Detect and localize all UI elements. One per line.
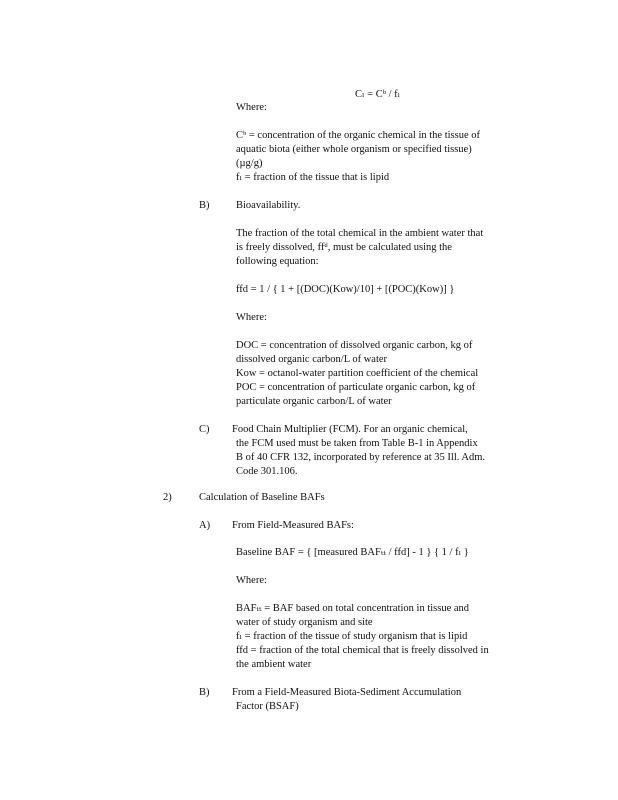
where-label: Where: — [236, 102, 267, 113]
equation-ct: Cₗ = Cᵇ / fₗ — [355, 89, 401, 100]
definition-line: (µg/g) — [236, 158, 263, 169]
section-label: C) — [199, 424, 210, 435]
section-label: A) — [199, 520, 211, 531]
section-heading: Calculation of Baseline BAFs — [199, 492, 325, 503]
definition-line: dissolved organic carbon/L of water — [236, 354, 388, 365]
where-label: Where: — [236, 312, 267, 323]
section-label: B) — [199, 200, 210, 211]
paragraph-line: the FCM used must be taken from Table B-1 in Appendix — [236, 438, 478, 449]
equation-baseline: Baseline BAF = { [measured BAFₜₜ / ffd] - 1 } { 1 / fₗ } — [236, 547, 469, 558]
section-heading: From a Field-Measured Biota-Sediment Accumulation — [232, 687, 462, 698]
definition-line: fₗ = fraction of the tissue that is lipid — [236, 172, 390, 183]
paragraph-line: The fraction of the total chemical in the ambient water that — [236, 228, 484, 239]
definition-line: Cᵇ = concentration of the organic chemical in the tissue of — [236, 130, 480, 141]
section-label: B) — [199, 687, 210, 698]
where-label: Where: — [236, 575, 267, 586]
paragraph-line: Code 301.106. — [236, 466, 298, 477]
definition-line: BAFₜₜ = BAF based on total concentration in tissue and — [236, 603, 470, 614]
section-heading: From Field-Measured BAFs: — [232, 520, 354, 531]
section-label: 2) — [163, 492, 172, 503]
paragraph-line: Food Chain Multiplier (FCM). For an organic chemical, — [232, 424, 468, 435]
paragraph-line: following equation: — [236, 256, 319, 267]
definition-line: aquatic biota (either whole organism or specified tissue) — [236, 144, 472, 155]
paragraph-line: is freely dissolved, ffᵈ, must be calculated using the — [236, 242, 452, 253]
definition-line: fₗ = fraction of the tissue of study organism that is lipid — [236, 631, 468, 642]
section-heading: Factor (BSAF) — [236, 701, 299, 712]
definition-line: particulate organic carbon/L of water — [236, 396, 392, 407]
definition-line: the ambient water — [236, 659, 312, 670]
definition-line: POC = concentration of particulate organic carbon, kg of — [236, 382, 476, 393]
definition-line: DOC = concentration of dissolved organic carbon, kg of — [236, 340, 473, 351]
definition-line: Kow = octanol-water partition coefficient of the chemical — [236, 368, 479, 379]
paragraph-line: B of 40 CFR 132, incorporated by reference at 35 Ill. Adm. — [236, 452, 486, 463]
equation-ffd: ffd = 1 / { 1 + [(DOC)(Kow)/10] + [(POC)(Kow)] } — [236, 284, 455, 295]
definition-line: water of study organism and site — [236, 617, 373, 628]
section-heading: Bioavailability. — [236, 200, 301, 211]
definition-line: ffd = fraction of the total chemical that is freely dissolved in — [236, 645, 489, 656]
